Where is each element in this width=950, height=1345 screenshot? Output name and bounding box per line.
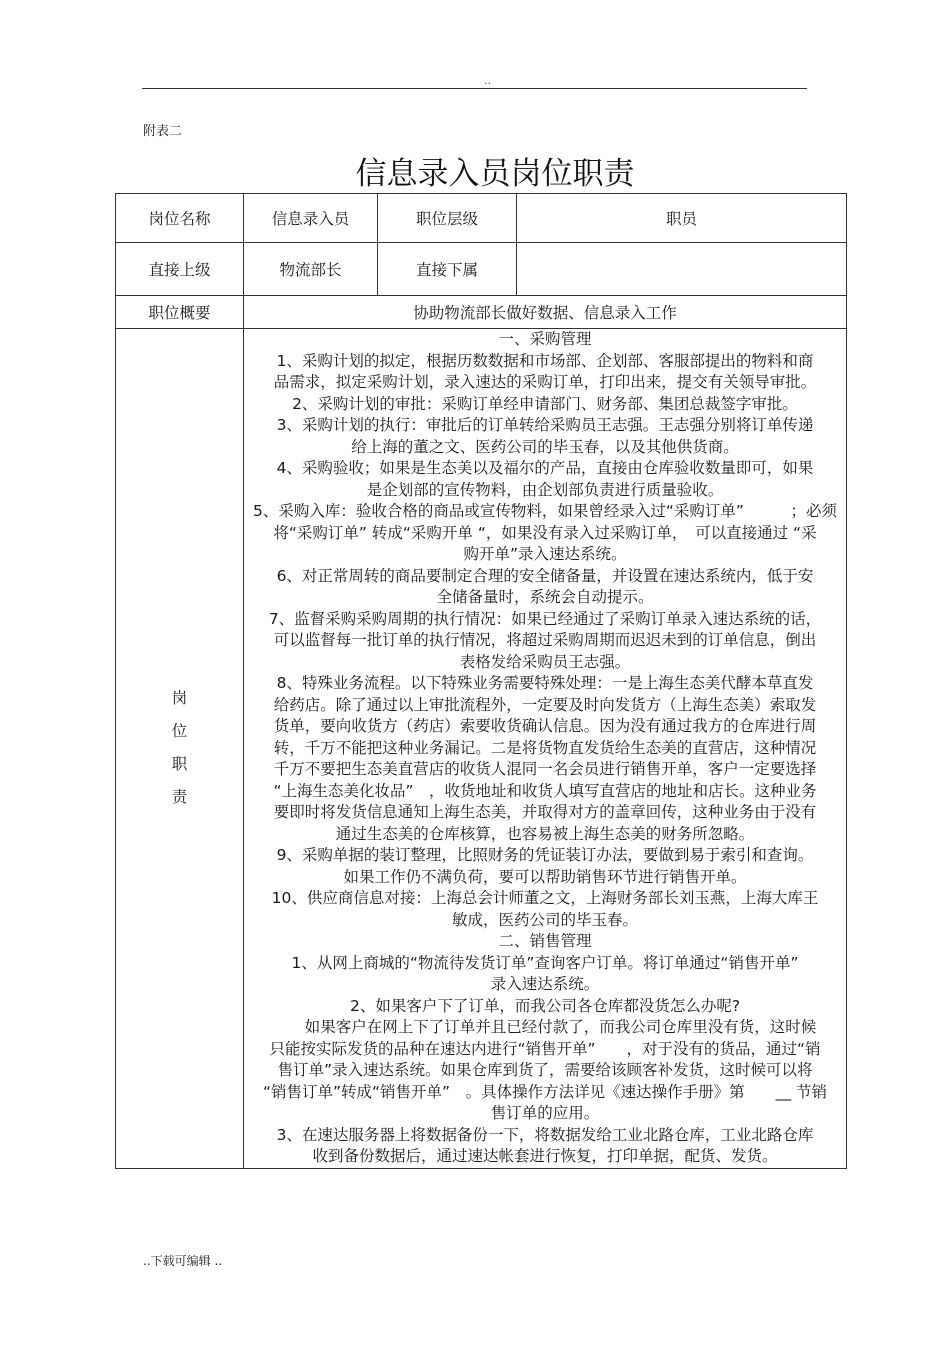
- duty-line: 3、采购计划的执行：审批后的订单转给采购员王志强。王志强分别将订单传递: [276, 416, 814, 434]
- table-row: [116, 296, 847, 329]
- duties-content: [244, 329, 847, 1169]
- duties-label: [116, 329, 244, 1169]
- duty-line: 货单，要向收货方（药店）索要收货确认信息。因为没有通过我方的仓库进行周: [273, 717, 817, 735]
- duty-line: 转，千万不能把这种业务漏记。二是将货物直发货给生态美的直营店，这种情况: [273, 738, 817, 757]
- duty-line: 4、采购验收；如果是生态美以及福尔的产品，直接由仓库验收数量即可，如果: [276, 459, 814, 477]
- summary-value: 协助物流部长做好数据、信息录入工作: [244, 296, 847, 329]
- duty-line: 收到备份数据后，通过速达帐套进行恢复，打印单据，配货、发货。: [312, 1147, 778, 1165]
- appendix-label: 附表二: [143, 124, 183, 139]
- duty-line: 如果客户在网上下了订单并且已经付款了，而我公司仓库里没有货，这时候: [273, 1018, 817, 1036]
- position-name-value: 信息录入员: [244, 194, 378, 243]
- footer-note: ..下载可编辑 ..: [143, 1254, 223, 1268]
- duties-label-char: 职: [171, 755, 188, 774]
- document-title: 信息录入员岗位职责: [355, 156, 635, 192]
- duty-line: 二、销售管理: [498, 932, 592, 950]
- duty-line: 一、采购管理: [498, 330, 592, 348]
- duty-line: 2、如果客户下了订单，而我公司各仓库都没货怎么办呢?: [349, 996, 741, 1015]
- duty-line: 给上海的董之文、医药公司的毕玉春，以及其他供货商。: [351, 437, 739, 456]
- duty-line: 售订单”录入速达系统。如果仓库到货了，需要给该顾客补发货，这时候可以将: [277, 1061, 813, 1079]
- duty-line: 6、对正常周转的商品要制定合理的安全储备量，并设置在速达系统内，低于安: [276, 566, 814, 585]
- duty-line: 表格发给采购员王志强。: [459, 652, 631, 671]
- duty-line: 9、采购单据的装订整理，比照财务的凭证装订办法，要做到易于索引和查询。: [276, 846, 814, 864]
- job-description-table: [115, 193, 847, 1169]
- duty-line: 购开单”录入速达系统。: [463, 545, 627, 563]
- duty-line: 只能按实际发货的品种在速达内进行“销售开单” ，对于没有的货品，通过“销: [269, 1039, 821, 1058]
- header-dots: ..: [484, 74, 491, 87]
- duty-line: 是企划部的宣传物料，由企划部负责进行质量验收。: [366, 480, 724, 499]
- duties-label-char: 责: [171, 788, 188, 807]
- duty-line: 10、供应商信息对接：上海总会计师董之文，上海财务部长刘玉燕，上海大库王: [271, 889, 819, 907]
- duty-line: “上海生态美化妆品” ，收货地址和收货人填写直营店的地址和店长。这种业务: [273, 781, 817, 800]
- duty-line: 可以监督每一批订单的执行情况，将超过采购周期而迟迟未到的订单信息，倒出: [273, 631, 817, 649]
- position-name-label: 岗位名称: [116, 194, 244, 243]
- duty-line: 录入速达系统。: [490, 975, 600, 993]
- direct-superior-value: 物流部长: [244, 243, 378, 296]
- duty-line: 将“采购订单” 转成“采购开单 “，如果没有录入过采购订单， 可以直接通过 “采: [273, 523, 817, 542]
- duty-line: 售订单的应用。: [490, 1104, 600, 1122]
- duty-line: 3、在速达服务器上将数据备份一下，将数据发给工业北路仓库，工业北路仓库: [276, 1125, 814, 1144]
- header-rule: [142, 88, 807, 89]
- duty-line: “销售订单”转成“销售开单” 。具体操作方法详见《速达操作手册》第 __ 节销: [262, 1082, 828, 1101]
- direct-subordinate-label: 直接下属: [378, 243, 517, 296]
- duty-line: 5、采购入库：验收合格的商品或宣传物料，如果曾经录入过“采购订单” ；必须: [253, 502, 837, 520]
- duty-line: 给药店。除了通过以上审批流程外，一定要及时向发货方（上海生态美）索取发: [273, 695, 817, 714]
- table-row: [116, 243, 847, 296]
- position-level-label: 职位层级: [378, 194, 517, 243]
- position-level-value: 职员: [517, 194, 847, 243]
- duties-label-char: 位: [171, 722, 188, 741]
- duty-line: 7、监督采购采购周期的执行情况：如果已经通过了采购订单录入速达系统的话，: [268, 609, 822, 628]
- table-row: [116, 329, 847, 1169]
- duty-line: 如果工作仍不满负荷，要可以帮助销售环节进行销售开单。: [343, 867, 747, 886]
- duty-line: 1、从网上商城的“物流待发货订单”查询客户订单。将订单通过“销售开单”: [291, 953, 799, 972]
- direct-superior-label: 直接上级: [116, 243, 244, 296]
- duty-line: 品需求，拟定采购计划，录入速达的采购订单，打印出来，提交有关领导审批。: [273, 373, 817, 391]
- duties-label-char: 岗: [171, 689, 188, 708]
- duty-line: 1、采购计划的拟定，根据历数数据和市场部、企划部、客服部提出的物料和商: [276, 351, 814, 370]
- duty-line: 全储备量时，系统会自动提示。: [436, 588, 654, 606]
- direct-subordinate-value: [517, 243, 847, 296]
- duty-line: 2、采购计划的审批：采购订单经申请部门、财务部、集团总裁签字审批。: [292, 394, 798, 413]
- duty-line: 千万不要把生态美直营店的收货人混同一名会员进行销售开单，客户一定要选择: [273, 760, 817, 778]
- duty-line: 要即时将发货信息通知上海生态美，并取得对方的盖章回传，这种业务由于没有: [273, 803, 817, 821]
- duty-line: 通过生态美的仓库核算，也容易被上海生态美的财务所忽略。: [335, 824, 755, 843]
- summary-label: 职位概要: [116, 296, 244, 329]
- duty-line: 敏成，医药公司的毕玉春。: [451, 910, 638, 929]
- table-row: [116, 194, 847, 243]
- duty-line: 8、特殊业务流程。以下特殊业务需要特殊处理：一是上海生态美代酵本草直发: [276, 674, 814, 692]
